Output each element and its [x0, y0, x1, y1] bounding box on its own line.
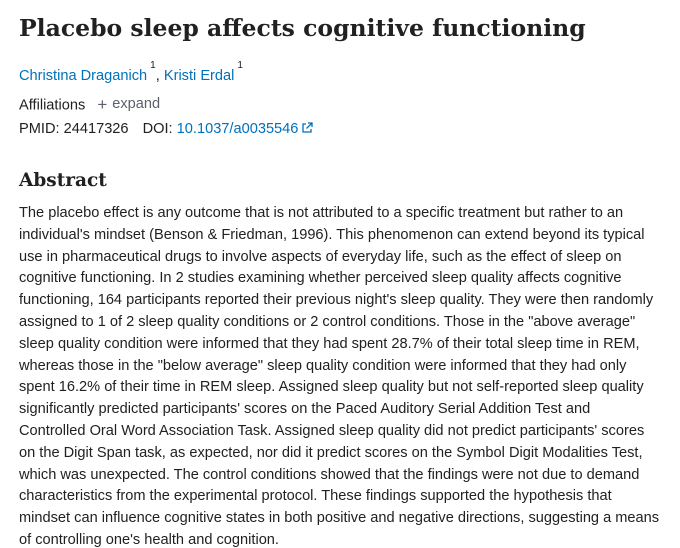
author-link-erdal[interactable]: Kristi Erdal [163, 67, 235, 84]
pmid-label: PMID: [19, 121, 60, 137]
abstract-line: which was unexpected. The control conditions showed that the findings were not due to demand [19, 466, 640, 483]
abstract-line: whereas those in the "below average" sleep quality condition were informed that they had only [19, 357, 627, 374]
abstract-line: cognitive functioning. In 2 studies examining whether perceived sleep quality affects cognitive [19, 270, 622, 287]
abstract-line: of controlling one's health and cognition. [19, 531, 279, 548]
author-separator: , [155, 67, 164, 84]
affiliations-label: Affiliations [19, 97, 86, 114]
abstract-line: Controlled Oral Word Association Task. Assigned sleep quality did not predict participants' scores [19, 422, 645, 439]
abstract-text [19, 203, 664, 548]
external-link-icon [301, 122, 313, 134]
identifiers-row [19, 119, 313, 139]
abstract-line: characteristics from the experimental protocol. These findings supported the hypothesis that [19, 488, 612, 505]
expand-label: expand [112, 96, 161, 112]
doi-value: 10.1037/a0035546 [176, 121, 299, 137]
doi-link[interactable] [177, 121, 314, 137]
plus-icon: + [97, 94, 108, 114]
abstract-line: functioning, 164 participants reported their previous night's sleep quality. They were then randomly [19, 292, 654, 309]
abstract-line: significantly predicted participants' scores on the Paced Auditory Serial Addition Test and [19, 401, 591, 418]
abstract-line: sleep quality condition were informed that they had spent 28.7% of their total sleep time in REM, [19, 335, 640, 352]
doi-label: DOI: [142, 121, 173, 137]
abstract-line: mindset can influence cognitive states in both positive and negative directions, suggesting a means [19, 510, 660, 527]
abstract-heading: Abstract [19, 170, 107, 191]
expand-affiliations-button[interactable] [97, 94, 160, 114]
authors-list [19, 62, 243, 86]
pmid-value: 24417326 [63, 121, 129, 137]
author-link-draganich[interactable]: Christina Draganich [19, 67, 148, 84]
abstract-line: use in pharmaceutical drugs to involve aspects of everyday life, such as the effect of sleep on [19, 248, 622, 265]
author-affiliation-ref[interactable]: 1 [150, 60, 156, 71]
abstract-line: individual's mindset (Benson & Friedman, 1996). This phenomenon can extend beyond its typical [19, 226, 645, 243]
abstract-line: The placebo effect is any outcome that is not attributed to a specific treatment but rather to an [19, 205, 624, 221]
author-affiliation-ref[interactable]: 1 [237, 60, 243, 71]
abstract-line: spent 16.2% of their time in REM sleep. Assigned sleep quality but not self-reported sleep quality [19, 379, 644, 396]
article-title: Placebo sleep affects cognitive functioning [19, 14, 586, 42]
abstract-line: assigned to 1 of 2 sleep quality conditions or 2 control conditions. Those in the "above average" [19, 313, 636, 330]
abstract-line: on the Digit Span task, as expected, nor did it predict scores on the Symbol Digit Modalities Test, [19, 444, 643, 461]
affiliations-row [19, 94, 160, 116]
